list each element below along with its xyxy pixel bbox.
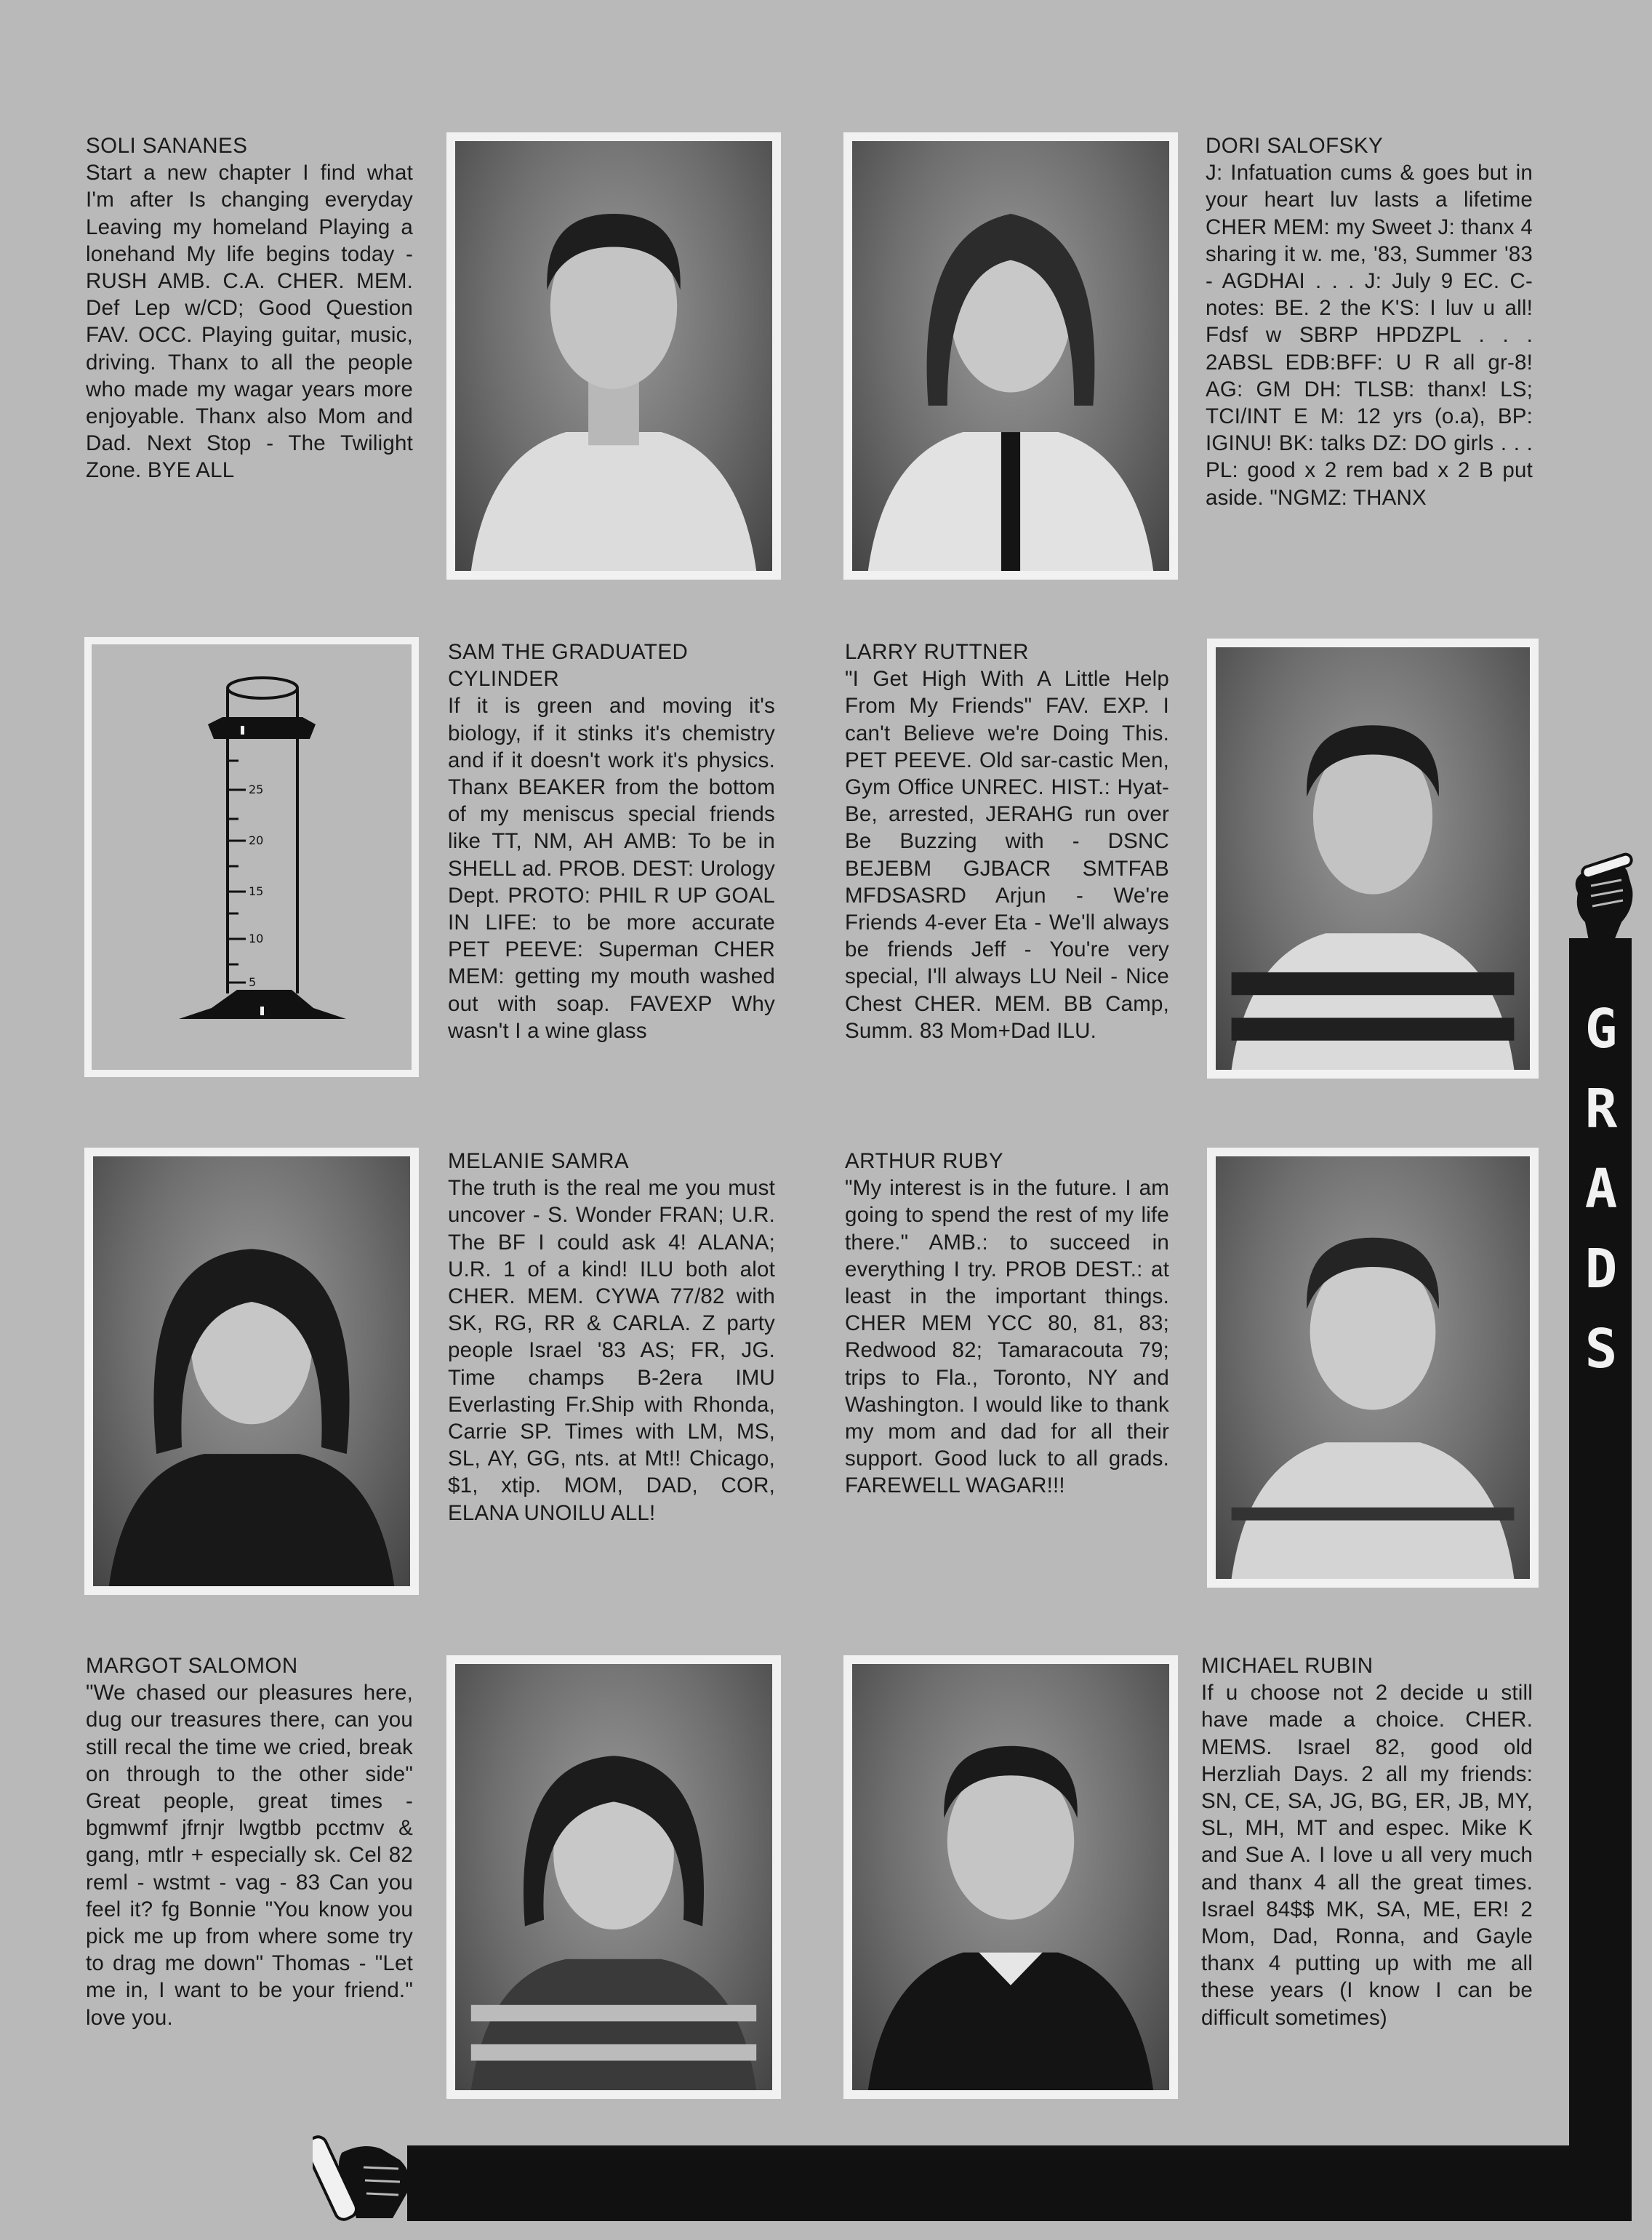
student-name: MELANIE SAMRA [448, 1149, 630, 1173]
entry-margot-salomon [86, 1652, 413, 2031]
photo-larry-ruttner [1207, 639, 1539, 1079]
student-name: MICHAEL RUBIN [1201, 1654, 1374, 1678]
hand-holding-diploma-icon [313, 2124, 414, 2233]
entry-arthur-ruby [845, 1148, 1169, 1500]
cylinder-mark-5: 5 [249, 975, 257, 989]
student-quote: "I Get High With A Little Help From My Friends" FAV. EXP. I can't Believe we're Doing This. PET PEEVE. Old sar-castic Men, Gym Office UNREC. HIST.: Hyat-Be, arrested, JERAHG run over Be Buzzing with - DSNC BEJEBM GJBACR SMTFAB MFDSASRD Arjun - We're Friends 4-ever Eta - We'll always be friends Jeff - You're very special, I'll always LU Neil - Nice Chest CHER. MEM. BB Camp, Summ. 83 Mom+Dad ILU. [845, 667, 1169, 1043]
decorative-horizontal-band [407, 2145, 1632, 2221]
photo-soli-sananes [446, 132, 781, 580]
photo-michael-rubin [843, 1655, 1178, 2099]
student-quote: "My interest is in the future. I am going to spend the rest of my life there." AMB.: to succeed in everything I try. PROB DEST.: at least in the important things. CHER MEM YCC 80, 81, 83; Redwood 82; Tamaracouta 79; trips to Fla., Toronto, NY and Washington. I would like to thank my mom and dad for all their support. Good luck to all grads. FAREWELL WAGAR!!! [845, 1176, 1169, 1498]
student-quote: If it is green and moving it's biology, if it stinks it's chemistry and if it doesn't work it's physics. Thanx BEAKER from the bottom of my meniscus special friends like TT, NM, AH AMB: To be in SHELL ad. PROB. DEST: Urology Dept. PROTO: PHIL R UP GOAL IN LIFE: to be more accurate PET PEEVE: Superman CHER MEM: getting my mouth washed out with soap. FAVEXP Why wasn't I a wine glass [448, 694, 775, 1043]
entry-soli-sananes [86, 132, 413, 484]
banner-letter: G [1584, 998, 1618, 1060]
student-quote: "We chased our pleasures here, dug our treasures there, can you still recal the time we cried, break on through to the other side" Great people, great times - bgmwmf jfrnjr lwgtbb pcctmv & gang, mtlr + especially sk. Cel 82 reml - wstmt - vag - 83 Can you feel it? fg Bonnie "You know you pick me up from where some try to drag me down" Thomas - "Let me in, I want to be your friend." love you. [86, 1681, 413, 2030]
photo-margot-salomon [446, 1655, 781, 2099]
photo-arthur-ruby [1207, 1148, 1539, 1588]
photo-dori-salofsky [843, 132, 1178, 580]
entry-larry-ruttner [845, 639, 1169, 1044]
graduated-cylinder-drawing [84, 637, 419, 1077]
photo-melanie-samra [84, 1148, 419, 1595]
student-quote: Start a new chapter I find what I'm after Is changing everyday Leaving my homeland Playing a lonehand My life begins today - RUSH AMB. C.A. CHER. MEM. Def Lep w/CD; Good Question FAV. OCC. Playing guitar, music, driving. Thanx to all the people who made my wagar years more enjoyable. Thanx also Mom and Dad. Next Stop - The Twilight Zone. BYE ALL [86, 161, 413, 483]
cylinder-mark-15: 15 [249, 884, 264, 898]
banner-letter: R [1584, 1078, 1618, 1140]
student-quote: J: Infatuation cums & goes but in your heart luv lasts a lifetime CHER MEM: my Sweet J: thanx 4 sharing it w. me, '83, Summer '83 - AGDHAI . . . J: July 9 EC. C-notes: BE. 2 the K'S: I luv u all! Fdsf w SBRP HPDZPL . . . 2ABSL EDB:BFF: U R all gr-8! AG: GM DH: TLSB: thanx! LS; TCI/INT E M: 12 yrs (o.a), BP: IGINU! BK: talks DZ: DO girls . . . PL: good x 2 rem bad x 2 B put aside. "NGMZ: THANX [1206, 161, 1533, 510]
hand-holding-diploma-icon [1563, 849, 1643, 944]
student-quote: The truth is the real me you must uncover - S. Wonder FRAN; U.R. The BF I could ask 4! ALANA; U.R. 1 of a kind! ILU both alot CHER. MEM. CYWA 77/82 with SK, RG, RR & CARLA. Z party people Israel '83 AS; FR, JG. Time champs B-2era IMU Everlasting Fr.Ship with Rhonda, Carrie SP. Times with LM, MS, SL, AY, GG, nts. at Mt!! Chicago, $1, xtip. MOM, DAD, COR, ELANA UNOILU ALL! [448, 1176, 775, 1525]
entry-sam-the-graduated-cylinder [448, 639, 775, 1044]
banner-letter: D [1584, 1238, 1618, 1300]
banner-letter: S [1584, 1318, 1618, 1380]
student-name: SAM THE GRADUATED CYLINDER [448, 640, 689, 692]
cylinder-mark-20: 20 [249, 833, 264, 847]
student-name: LARRY RUTTNER [845, 640, 1029, 664]
cylinder-mark-25: 25 [249, 783, 264, 796]
entry-melanie-samra [448, 1148, 775, 1527]
student-name: ARTHUR RUBY [845, 1149, 1004, 1173]
cylinder-mark-10: 10 [249, 932, 264, 945]
student-name: DORI SALOFSKY [1206, 134, 1384, 158]
entry-michael-rubin [1201, 1652, 1533, 2031]
banner-letter: A [1584, 1158, 1618, 1220]
student-quote: If u choose not 2 decide u still have made a choice. CHER. MEMS. Israel 82, good old Herzliah Days. 2 all my friends: SN, CE, SA, JG, BG, ER, JB, MY, SL, MH, MT and espec. Mike K and Sue A. I love u all very much and thanx 4 all the great times. Israel 84$$ MK, SA, ME, ER! 2 Mom, Dad, Ronna, and Gayle thanx 4 putting up with me all these years (I know I can be difficult sometimes) [1201, 1681, 1533, 2030]
entry-dori-salofsky [1206, 132, 1533, 511]
student-name: SOLI SANANES [86, 134, 248, 158]
student-name: MARGOT SALOMON [86, 1654, 298, 1678]
grads-banner [1575, 989, 1627, 1389]
